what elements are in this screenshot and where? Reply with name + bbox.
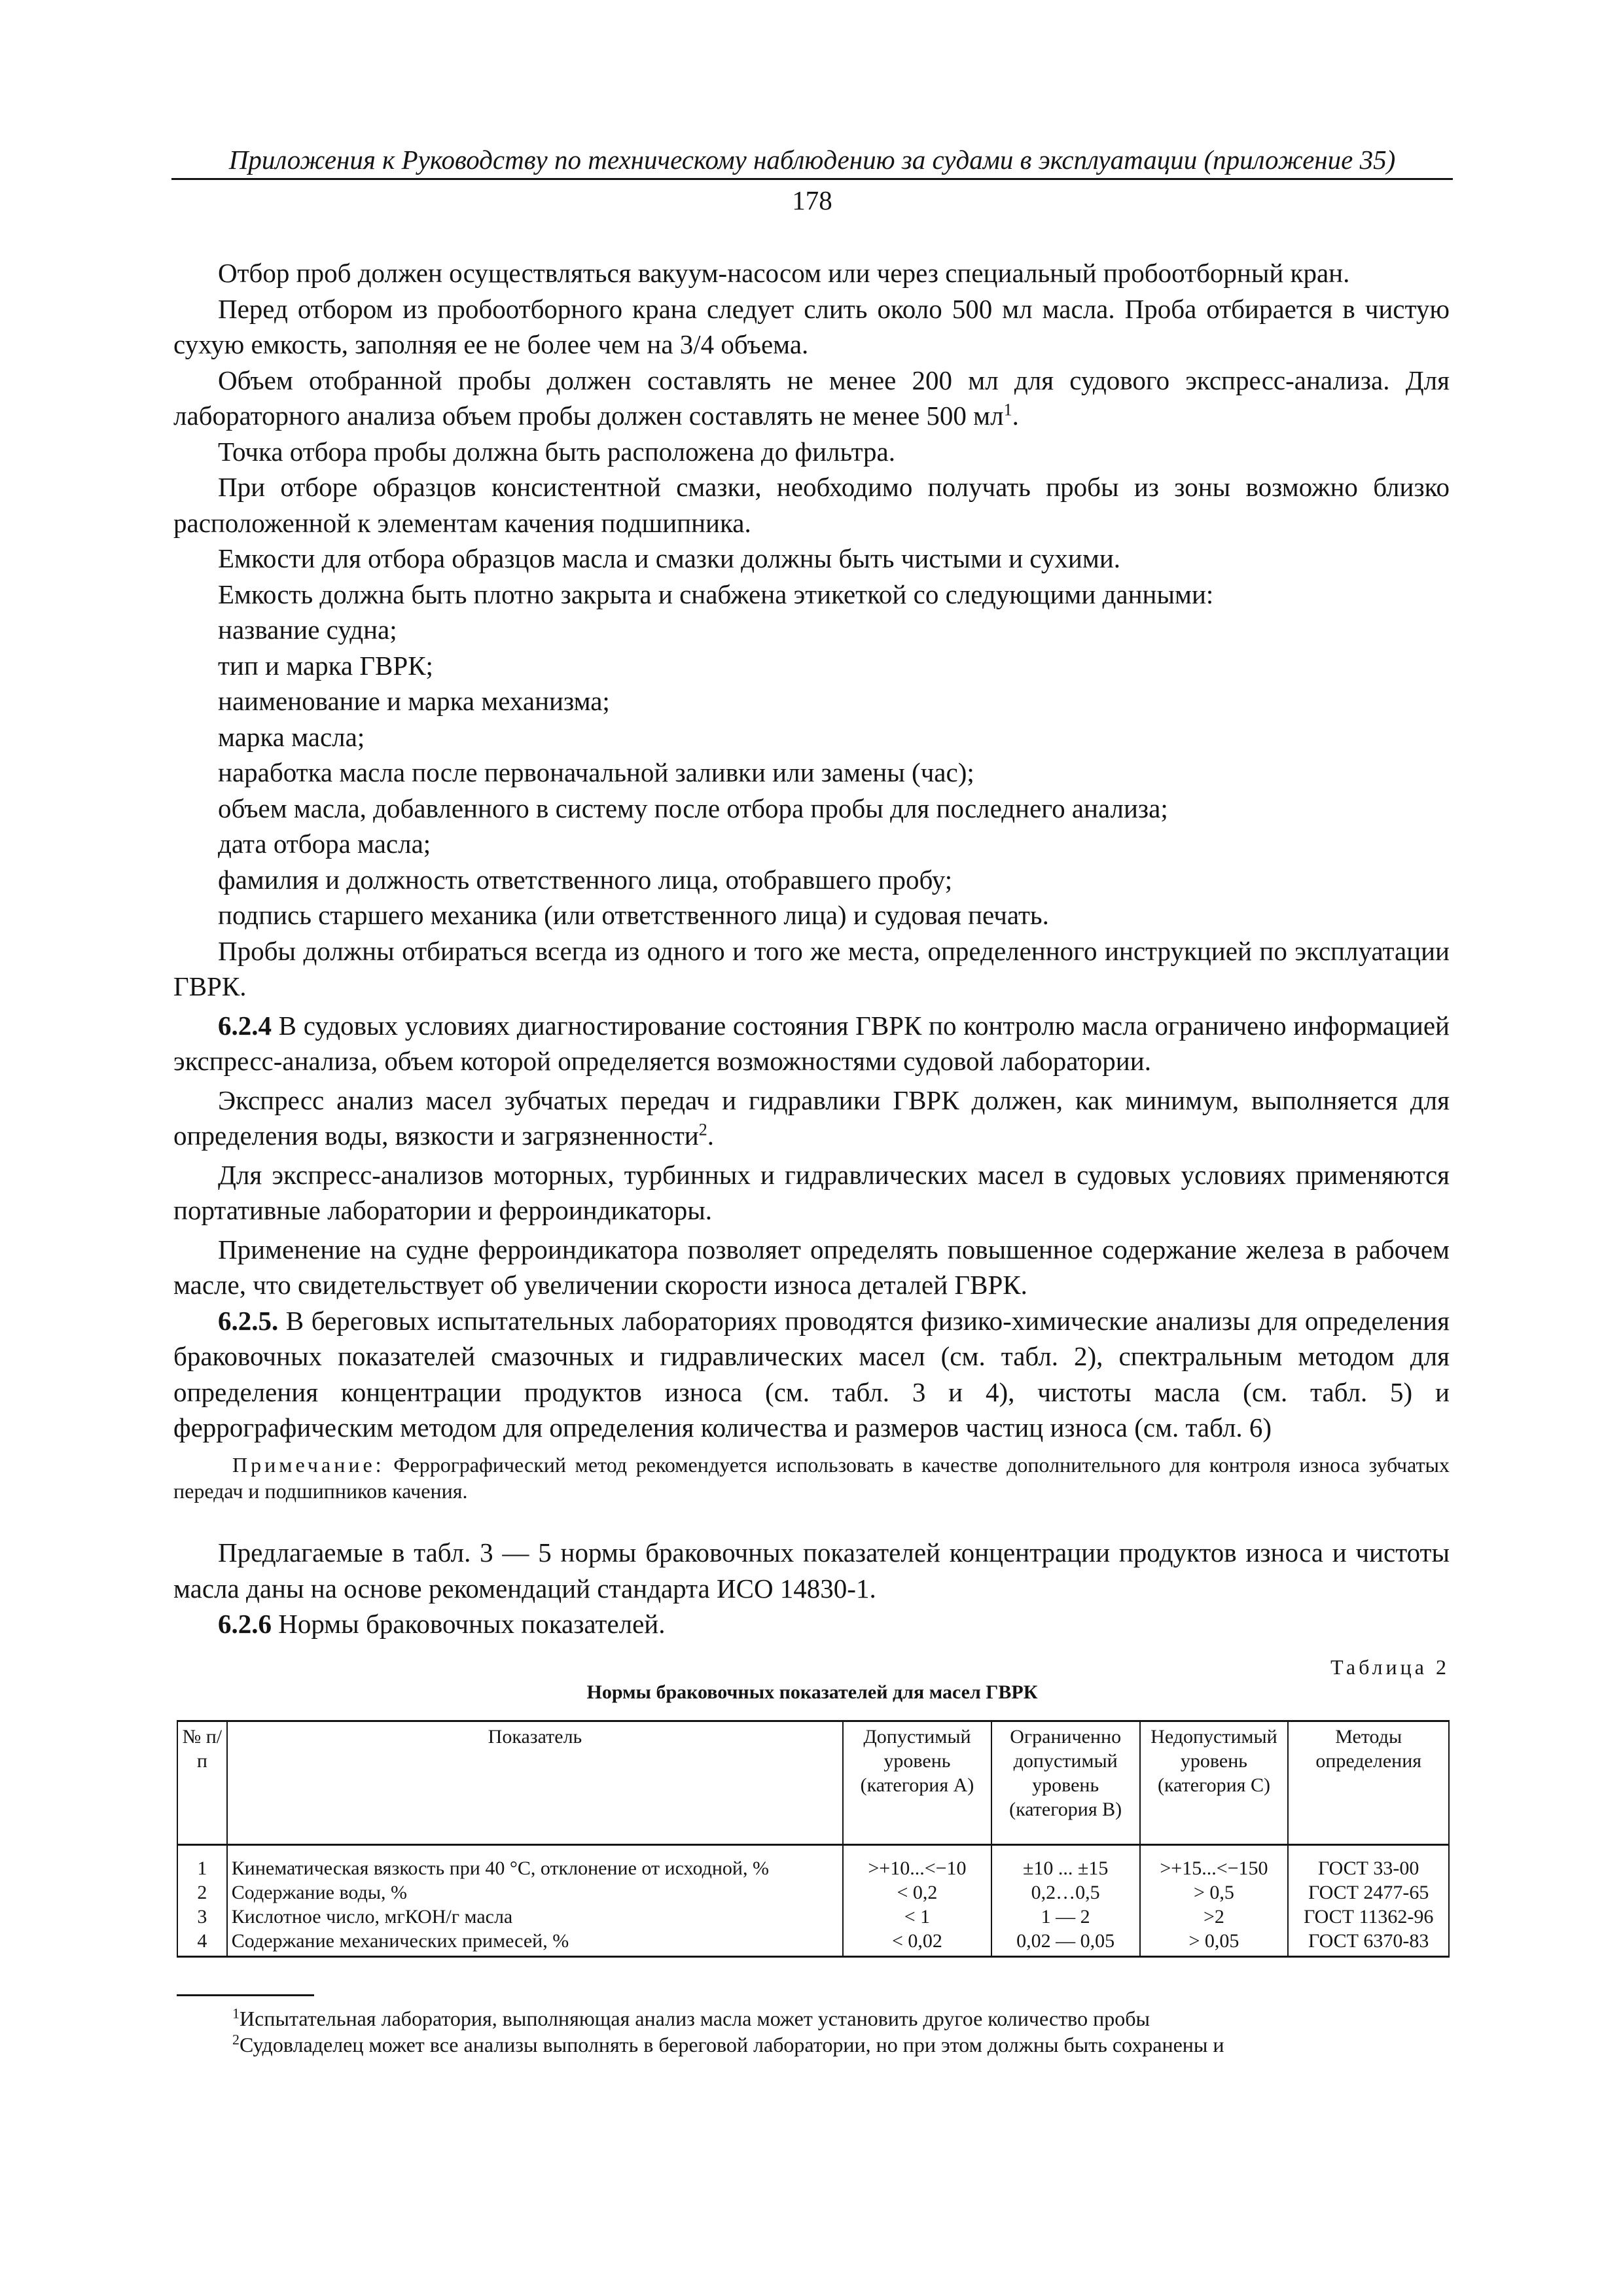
paragraph: 6.2.5. В береговых испытательных лабораториях проводятся физико-химические анализы для определения браковочных показателей смазочных и гидравлических масел (см. табл. 2), спектральным методом для определения концентрации продуктов износа (см. табл. 3 и 4), чистоты масла (см. табл. 5) и феррографическим методом для определения количества и размеров частиц износа (см. табл. 6) [173, 1305, 1450, 1443]
list-item: подпись старшего механика (или ответственного лица) и судовая печать. [218, 900, 1049, 930]
cell-method: ГОСТ 33-00 [1288, 1845, 1449, 1881]
cell-category-b: ±10 ... ±15 [991, 1845, 1140, 1881]
cell-indicator: Содержание воды, % [227, 1880, 843, 1905]
cell-category-b: 0,02 — 0,05 [991, 1929, 1140, 1957]
cell-num: 3 [177, 1905, 227, 1929]
col-header-methods: Методы определения [1288, 1721, 1449, 1845]
paragraph: Применение на судне ферроиндикатора позволяет определять повышенное содержание железа в рабочем масле, что свидетельствует об увеличении скорости износа деталей ГВРК. [173, 1234, 1450, 1300]
paragraph: Емкость должна быть плотно закрыта и снабжена этикеткой со следующими данными: [218, 579, 1214, 609]
table-row [177, 1905, 1449, 1929]
paragraph: Объем отобранной пробы должен составлять не менее 200 мл для судового экспресс-анализа. Для лабораторного анализа объем пробы должен составлять не менее 500 $мл^1$. [173, 365, 1450, 431]
cell-method: ГОСТ 6370-83 [1288, 1929, 1449, 1957]
cell-category-c: >+15...<−150 [1140, 1845, 1289, 1881]
cell-num: 4 [177, 1929, 227, 1957]
col-header-category-c: Недопустимый уровень (категория С) [1140, 1721, 1289, 1845]
cell-method: ГОСТ 2477-65 [1288, 1880, 1449, 1905]
cell-indicator: Кинематическая вязкость при 40 °С, отклонение от исходной, % [227, 1845, 843, 1881]
body-text [173, 255, 1450, 1446]
cell-category-c: > 0,5 [1140, 1880, 1289, 1905]
col-header-num: № п/п [177, 1721, 227, 1845]
list-item: тип и марка ГВРК; [218, 650, 433, 681]
list-item: наработка масла после первоначальной заливки или замены (час); [218, 757, 974, 787]
table-row [177, 1929, 1449, 1957]
table-header-row [177, 1721, 1449, 1845]
note-text: Феррографический метод рекомендуется использовать в качестве дополнительного для контроля износа зубчатых передач и подшипников качения. [173, 1453, 1450, 1503]
list-item: название судна; [218, 615, 397, 645]
paragraph: При отборе образцов консистентной смазки, необходимо получать пробы из зоны возможно близко расположенной к элементам качения подшипника. [173, 472, 1450, 538]
footnote-separator [177, 1994, 314, 1996]
paragraph: Перед отбором из пробоотборного крана следует слить около 500 мл масла. Проба отбирается в чистую сухую емкость, заполняя ее не более чем на 3/4 объема. [173, 293, 1450, 359]
cell-method: ГОСТ 11362-96 [1288, 1905, 1449, 1929]
footnote-mark: 2 [232, 2031, 240, 2048]
page-number: 178 [792, 185, 832, 215]
footnotes [173, 2005, 1450, 2058]
norms-table [177, 1720, 1450, 1958]
footnote: $^1$Испытательная лаборатория, выполняющая анализ масла может установить другое количество пробы [232, 2005, 1150, 2030]
col-header-category-b: Ограниченно допустимый уровень (категория В) [991, 1721, 1140, 1845]
paragraph: Предлагаемые в табл. 3 — 5 нормы браковочных показателей концентрации продуктов износа и чистоты масла даны на основе рекомендаций стандарта ИСО 14830-1. [173, 1537, 1450, 1604]
cell-category-b: 0,2…0,5 [991, 1880, 1140, 1905]
cell-category-b: 1 — 2 [991, 1905, 1140, 1929]
footnote: $^2$Судовладелец может все анализы выполнять в береговой лаборатории, но при этом должны быть сохранены и [232, 2031, 1224, 2056]
cell-category-a: < 0,2 [843, 1880, 991, 1905]
section-number: 6.2.5. [218, 1305, 279, 1336]
list-item: дата отбора масла; [218, 829, 431, 859]
col-header-category-a: Допустимый уровень (категория А) [843, 1721, 991, 1845]
footnote-mark: 1 [232, 2005, 240, 2022]
footnote-ref: 1 [1003, 400, 1012, 420]
table-label: Таблица 2 [1330, 1655, 1450, 1679]
list-item: наименование и марка механизма; [218, 686, 610, 716]
paragraph: 6.2.6 Нормы браковочных показателей. [218, 1609, 666, 1639]
cell-indicator: Кислотное число, мгКОН/г масла [227, 1905, 843, 1929]
paragraph: Отбор проб должен осуществляться вакуум-насосом или через специальный пробоотборный кран. [218, 258, 1350, 288]
list-item: марка масла; [218, 721, 365, 752]
paragraph: Точка отбора пробы должна быть расположена до фильтра. [218, 436, 896, 467]
list-item: объем масла, добавленного в систему после отбора пробы для последнего анализа; [218, 793, 1168, 823]
col-header-indicator: Показатель [227, 1721, 843, 1845]
paragraph: Для экспресс-анализов моторных, турбинных и гидравлических масел в судовых условиях применяются портативные лаборатории и ферроиндикаторы. [173, 1159, 1450, 1225]
note [173, 1452, 1450, 1504]
note-label: Примечание: [232, 1453, 385, 1477]
cell-category-c: > 0,05 [1140, 1929, 1289, 1957]
body-text-continued [173, 1535, 1450, 1642]
cell-category-a: < 0,02 [843, 1929, 991, 1957]
section-number: 6.2.4 [218, 1010, 272, 1041]
table-row [177, 1880, 1449, 1905]
section-number: 6.2.6 [218, 1609, 272, 1639]
cell-indicator: Содержание механических примесей, % [227, 1929, 843, 1957]
cell-num: 2 [177, 1880, 227, 1905]
cell-category-a: >+10...<−10 [843, 1845, 991, 1881]
paragraph: Пробы должны отбираться всегда из одного и того же места, определенного инструкцией по эксплуатации ГВРК. [173, 935, 1450, 1001]
footnote-ref: 2 [698, 1120, 707, 1139]
paragraph: Емкости для отбора образцов масла и смазки должны быть чистыми и сухими. [218, 543, 1121, 573]
paragraph: Экспресс анализ масел зубчатых передач и гидравлики ГВРК должен, как минимум, выполняется для определения воды, вязкости и загрязненности$^2$. [173, 1085, 1450, 1151]
running-header: Приложения к Руководству по техническому наблюдению за судами в эксплуатации (приложение 35) [171, 143, 1453, 180]
table-row [177, 1845, 1449, 1881]
list-item: фамилия и должность ответственного лица, отобравшего пробу; [218, 864, 953, 895]
cell-category-a: < 1 [843, 1905, 991, 1929]
paragraph: 6.2.4 В судовых условиях диагностирование состояния ГВРК по контролю масла ограничено информацией экспресс-анализа, объем которой определяется возможностями судовой лаборатории. [173, 1010, 1450, 1076]
cell-category-c: >2 [1140, 1905, 1289, 1929]
cell-num: 1 [177, 1845, 227, 1881]
table-title: Нормы браковочных показателей для масел ГВРК [586, 1681, 1038, 1703]
